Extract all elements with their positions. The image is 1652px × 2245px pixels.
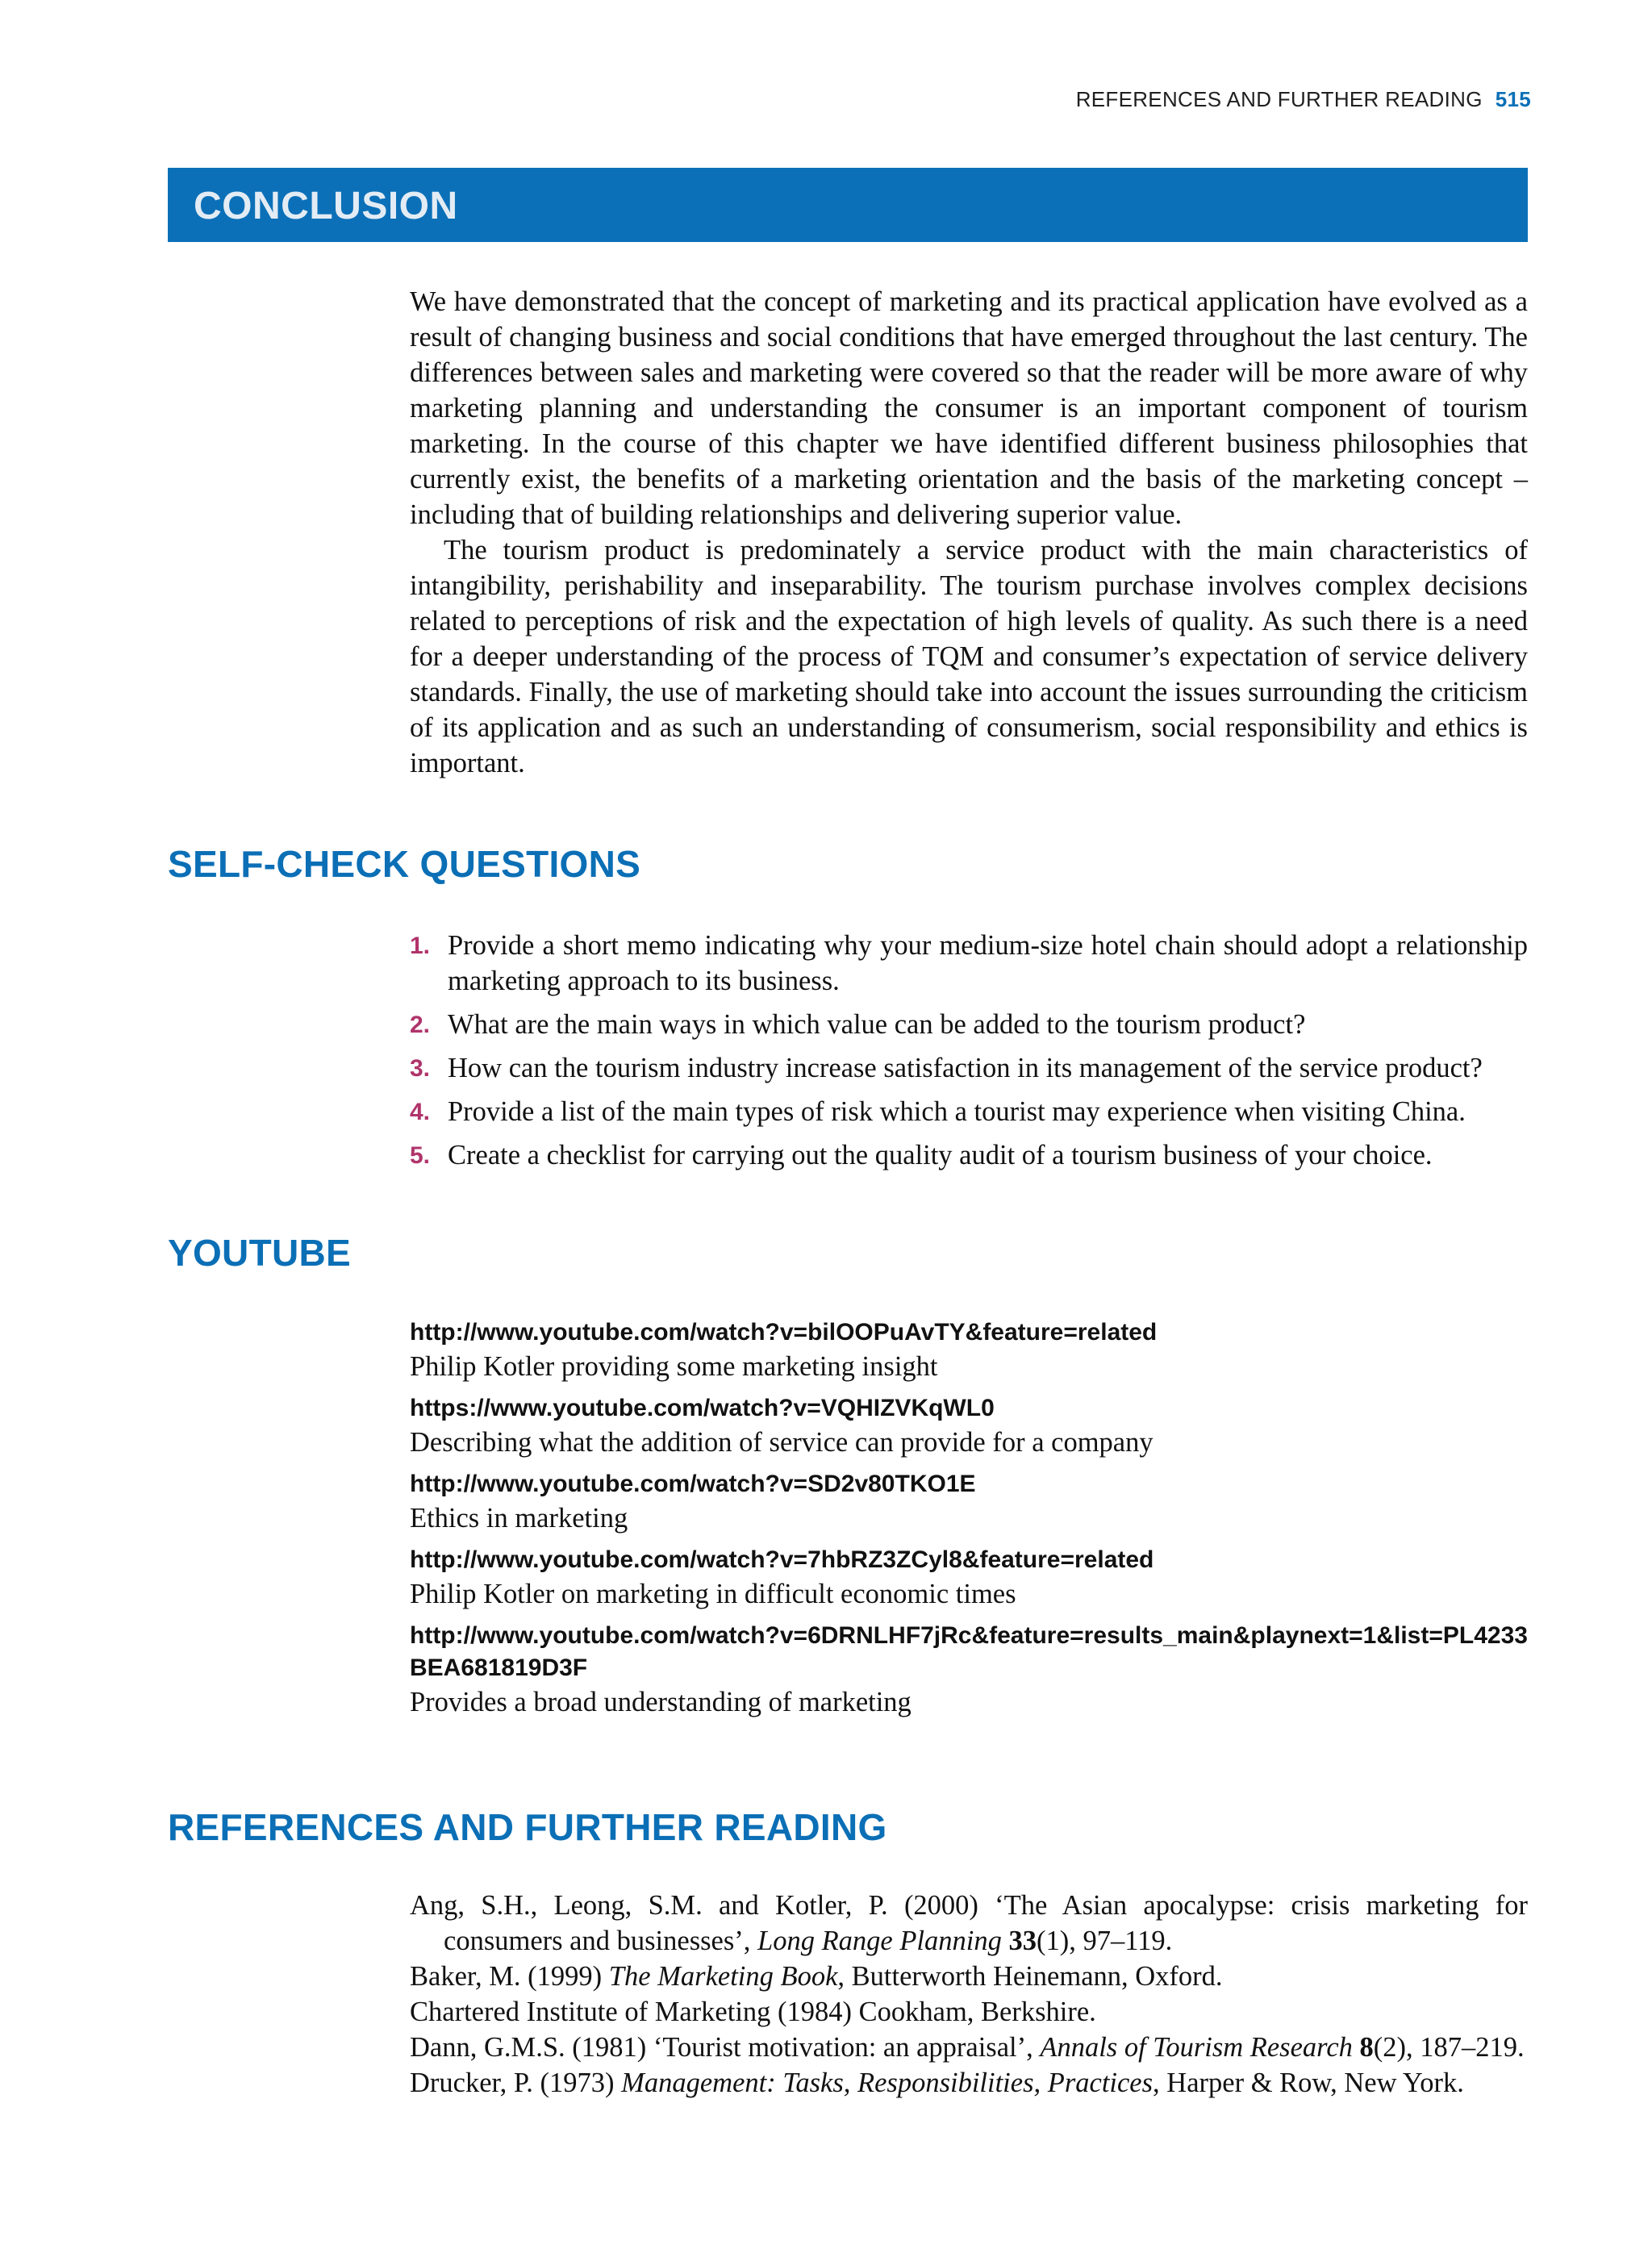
reference-volume: 8 xyxy=(1359,2032,1374,2063)
references-list xyxy=(410,1888,1528,2101)
question-item xyxy=(410,1137,1528,1173)
question-number: 4. xyxy=(410,1099,431,1125)
youtube-entry xyxy=(410,1392,1531,1460)
youtube-entry xyxy=(410,1468,1531,1536)
question-item xyxy=(410,1094,1528,1129)
reference-source-title: The Marketing Book xyxy=(608,1961,838,1992)
question-number: 5. xyxy=(410,1142,431,1169)
reference-text: , Harper & Row, New York. xyxy=(1153,2068,1464,2098)
question-number: 1. xyxy=(410,933,431,959)
youtube-entry xyxy=(410,1620,1531,1720)
question-text: Provide a list of the main types of risk which a tourist may experience when visiting China. xyxy=(448,1096,1466,1127)
reference-entry xyxy=(410,1888,1528,1959)
reference-entry xyxy=(410,2030,1528,2065)
reference-text: (1), 97–119. xyxy=(1036,1926,1173,1956)
reference-source-title: Management: Tasks, Responsibilities, Practices xyxy=(621,2068,1153,2098)
question-item xyxy=(410,928,1528,999)
youtube-link[interactable]: https://www.youtube.com/watch?v=VQHIZVKqWL0 xyxy=(410,1395,995,1421)
youtube-link[interactable]: http://www.youtube.com/watch?v=SD2v80TKO1E xyxy=(410,1471,976,1497)
conclusion-paragraph-1: We have demonstrated that the concept of marketing and its practical application have evolved as a result of changing business and social conditions that have emerged throughout the last century. The differences between sales and marketing were covered so that the reader will be more aware of why marketing planning and understanding the consumer is an important component of tourism marketing. In the course of this chapter we have identified different business philosophies that currently exist, the benefits of a marketing orientation and the basis of the marketing concept – including that of building relationships and delivering superior value. xyxy=(410,286,1528,530)
reference-entry xyxy=(410,1994,1528,2030)
question-number: 3. xyxy=(410,1055,431,1082)
youtube-description: Philip Kotler on marketing in difficult economic times xyxy=(410,1579,1016,1609)
conclusion-paragraph-2: The tourism product is predominately a service product with the main characteristics of intangibility, perishability and inseparability. The tourism purchase involves complex decisions related to perceptions of risk and the expectation of high levels of quality. As such there is a need for a deeper understanding of the process of TQM and consumer’s expectation of service delivery standards. Finally, the use of marketing should take into account the issues surrounding the criticism of its application and as such an understanding of consumerism, social responsibility and ethics is important. xyxy=(410,535,1528,778)
question-text: How can the tourism industry increase satisfaction in its management of the service product? xyxy=(448,1053,1483,1083)
youtube-link[interactable]: http://www.youtube.com/watch?v=bilOOPuAvTY&feature=related xyxy=(410,1319,1158,1346)
page-number: 515 xyxy=(1495,87,1531,111)
youtube-entry xyxy=(410,1317,1531,1384)
running-head-title: REFERENCES AND FURTHER READING xyxy=(1075,87,1483,111)
reference-text: (2), 187–219. xyxy=(1373,2032,1525,2063)
reference-entry xyxy=(410,1959,1528,1994)
self-check-heading: SELF-CHECK QUESTIONS xyxy=(168,843,641,885)
conclusion-heading: CONCLUSION xyxy=(194,185,458,227)
reference-text: Baker, M. (1999) xyxy=(410,1961,609,1992)
youtube-description: Describing what the addition of service can provide for a company xyxy=(410,1427,1153,1458)
youtube-description: Ethics in marketing xyxy=(410,1503,628,1534)
question-text: Provide a short memo indicating why your medium-size hotel chain should adopt a relationship marketing approach to its business. xyxy=(448,930,1528,996)
youtube-heading: YOUTUBE xyxy=(168,1232,352,1274)
youtube-link[interactable]: http://www.youtube.com/watch?v=7hbRZ3ZCyl8&feature=related xyxy=(410,1546,1154,1573)
reference-source-title: Annals of Tourism Research xyxy=(1040,2032,1353,2063)
reference-entry xyxy=(410,2065,1528,2101)
question-item xyxy=(410,1050,1528,1086)
youtube-entry xyxy=(410,1544,1531,1612)
reference-source-title: Long Range Planning xyxy=(757,1926,1002,1956)
question-number: 2. xyxy=(410,1012,431,1038)
question-text: Create a checklist for carrying out the quality audit of a tourism business of your choice. xyxy=(448,1140,1433,1170)
youtube-description: Philip Kotler providing some marketing insight xyxy=(410,1351,938,1382)
reference-text: Dann, G.M.S. (1981) ‘Tourist motivation: an appraisal’, xyxy=(410,2032,1041,2063)
reference-text: , Butterworth Heinemann, Oxford. xyxy=(837,1961,1223,1992)
reference-volume: 33 xyxy=(1008,1926,1037,1956)
conclusion-body xyxy=(410,284,1528,781)
youtube-link[interactable]: http://www.youtube.com/watch?v=6DRNLHF7jRc&feature=results_main&playnext=1&list=PL4233BEA681819D3F xyxy=(410,1622,1528,1681)
question-item xyxy=(410,1007,1528,1042)
self-check-question-list xyxy=(410,928,1528,1181)
youtube-link-list xyxy=(410,1317,1531,1728)
reference-text: Ang, S.H., Leong, S.M. and Kotler, P. (2000) ‘The Asian apocalypse: crisis marketing for consumers and businesses’, xyxy=(410,1890,1528,1956)
question-text: What are the main ways in which value can be added to the tourism product? xyxy=(448,1009,1306,1040)
reference-text: Chartered Institute of Marketing (1984) Cookham, Berkshire. xyxy=(410,1997,1096,2027)
references-heading: REFERENCES AND FURTHER READING xyxy=(168,1806,887,1848)
running-head xyxy=(1076,87,1531,112)
conclusion-banner xyxy=(168,168,1528,242)
reference-text: Drucker, P. (1973) xyxy=(410,2068,622,2098)
youtube-description: Provides a broad understanding of marketing xyxy=(410,1687,912,1717)
